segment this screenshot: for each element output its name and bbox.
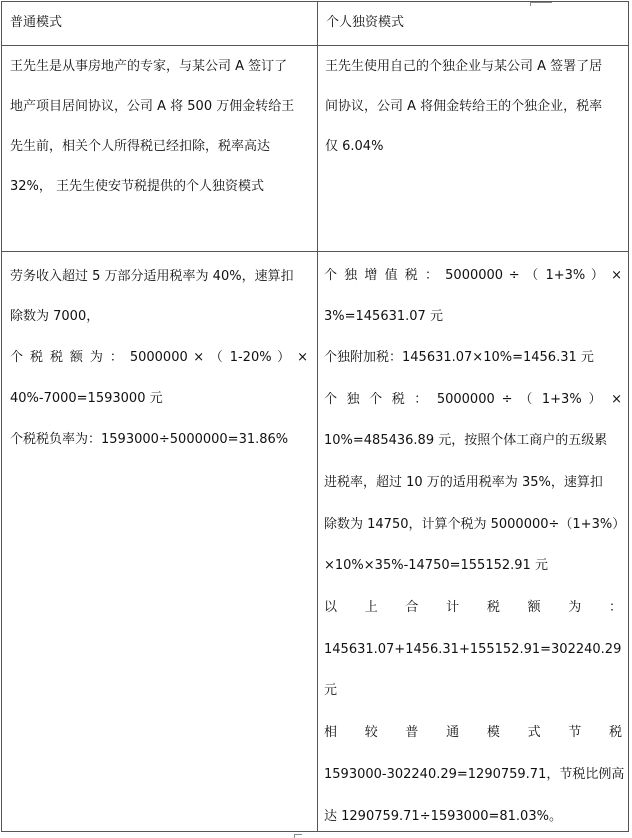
corner-mark [530,2,552,3]
row2-normal-mode-cell [2,252,317,831]
row1-normal-mode-cell [2,46,317,251]
text-line: 间协议，公司 A 将佣金转给王的个独企业，税率 [325,99,603,114]
text-line: 145631.07+1456.31+155152.91=302240.29 [324,642,622,657]
text-line: 达 1290759.71÷1593000=81.03%。 [324,809,562,824]
text-line: 个 独 个 税 ： 5000000 ÷ （ 1+3% ） × [324,392,622,407]
header-sole-proprietorship-label: 个人独资模式 [326,15,405,30]
text-line: 个独附加税：145631.07×10%=1456.31 元 [324,350,594,365]
text-line: 以 上 合 计 税 额 为 ： [324,600,622,615]
row2-sole-proprietorship-cell [318,252,628,831]
text-line: 1593000-302240.29=1290759.71，节税比例高 [324,767,625,782]
text-line: 仅 6.04% [325,139,384,154]
text-line: 先生前，相关个人所得税已经扣除，税率高达 [10,139,271,154]
text-line: 个 税 税 额 为 ： 5000000 × （ 1-20% ） × [10,350,308,365]
text-line: 相 较 普 通 模 式 节 税 [324,725,622,740]
comparison-table [1,1,629,832]
text-line: 3%=145631.07 元 [324,309,443,324]
header-normal-mode-label: 普通模式 [10,15,63,30]
header-normal-mode [2,2,317,45]
text-line: 个 独 增 值 税 ： 5000000 ÷ （ 1+3% ） × [324,268,622,283]
text-line: 10%=485436.89 元，按照个体工商户的五级累 [324,433,608,448]
text-line: 40%-7000=1593000 元 [10,391,163,406]
text-line: 元 [324,683,338,698]
text-line: 进税率，超过 10 万的适用税率为 35%，速算扣 [324,475,603,490]
row1-sole-proprietorship-cell [318,46,628,251]
corner-mark [294,834,302,835]
text-line: 个税税负率为：1593000÷5000000=31.86% [10,432,289,447]
text-line: 王先生是从事房地产的专家，与某公司 A 签订了 [10,59,288,74]
text-line: 劳务收入超过 5 万部分适用税率为 40%，速算扣 [10,269,294,284]
header-sole-proprietorship-mode [318,2,628,45]
text-line: 32%， 王先生使安节税提供的个人独资模式 [10,179,265,194]
text-line: 王先生使用自己的个独企业与某公司 A 签署了居 [325,59,603,74]
text-line: 除数为 14750，计算个税为 5000000÷（1+3%） [324,517,626,532]
text-line: 除数为 7000， [10,309,100,324]
text-line: 地产项目居间协议，公司 A 将 500 万佣金转给王 [10,99,295,114]
text-line: ×10%×35%-14750=155152.91 元 [324,558,548,573]
corner-mark [530,2,531,6]
